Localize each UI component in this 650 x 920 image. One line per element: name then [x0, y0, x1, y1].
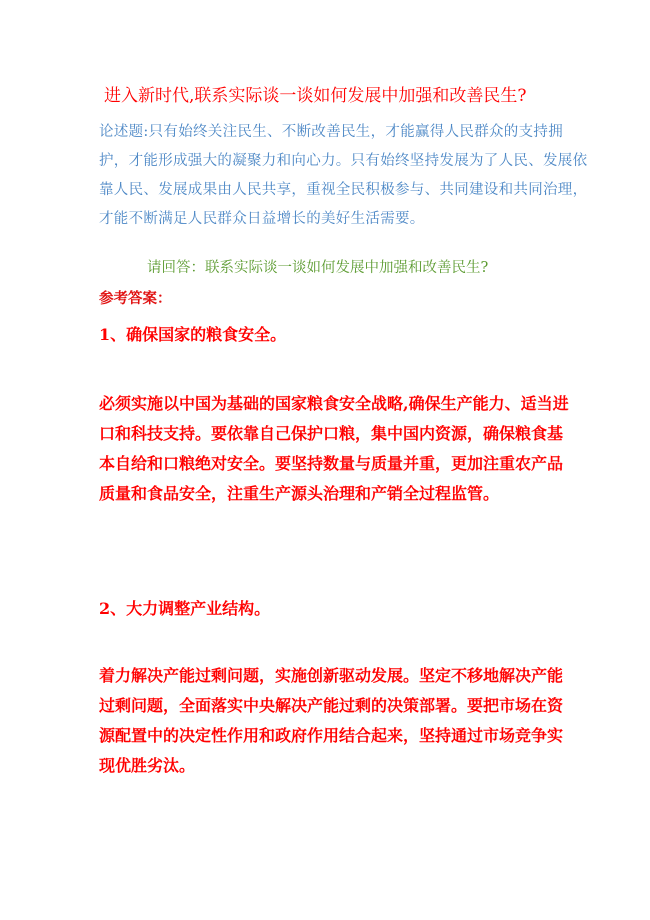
section-heading-1: 1、确保国家的粮食安全。: [99, 325, 287, 344]
essay-prompt: [99, 118, 591, 234]
document-title: 进入新时代,联系实际谈一谈如何发展中加强和改善民生?: [104, 86, 527, 106]
essay-text: 只有始终关注民生、不断改善民生，才能赢得人民群众的支持拥护，才能形成强大的凝聚力和向心力。只有始终坚持发展为了人民、发展依靠人民、发展成果由人民共享，重视全民积极参与、共同建设和共同治理，才能不断满足人民群众日益增长的美好生活需要。: [99, 124, 588, 227]
section-heading-2: 2、大力调整产业结构。: [99, 599, 271, 618]
essay-label: 论述题:: [99, 124, 149, 140]
section-body-1: 必须实施以中国为基础的国家粮食安全战略,确保生产能力、适当进口和科技支持。要依靠自己保护口粮，集中国内资源，确保粮食基本自给和口粮绝对安全。要坚持数量与质量并重，更加注重农产品质量和食品安全，注重生产源头治理和产销全过程监管。: [99, 394, 569, 503]
section-body-2: 着力解决产能过剩问题，实施创新驱动发展。坚定不移地解决产能过剩问题，全面落实中央解决产能过剩的决策部署。要把市场在资源配置中的决定性作用和政府作用结合起来，坚持通过市场竞争实现优胜劣汰。: [99, 666, 564, 775]
question-text: 请回答：联系实际谈一谈如何发展中加强和改善民生?: [147, 260, 489, 276]
reference-answer-label: 参考答案：: [99, 290, 172, 307]
